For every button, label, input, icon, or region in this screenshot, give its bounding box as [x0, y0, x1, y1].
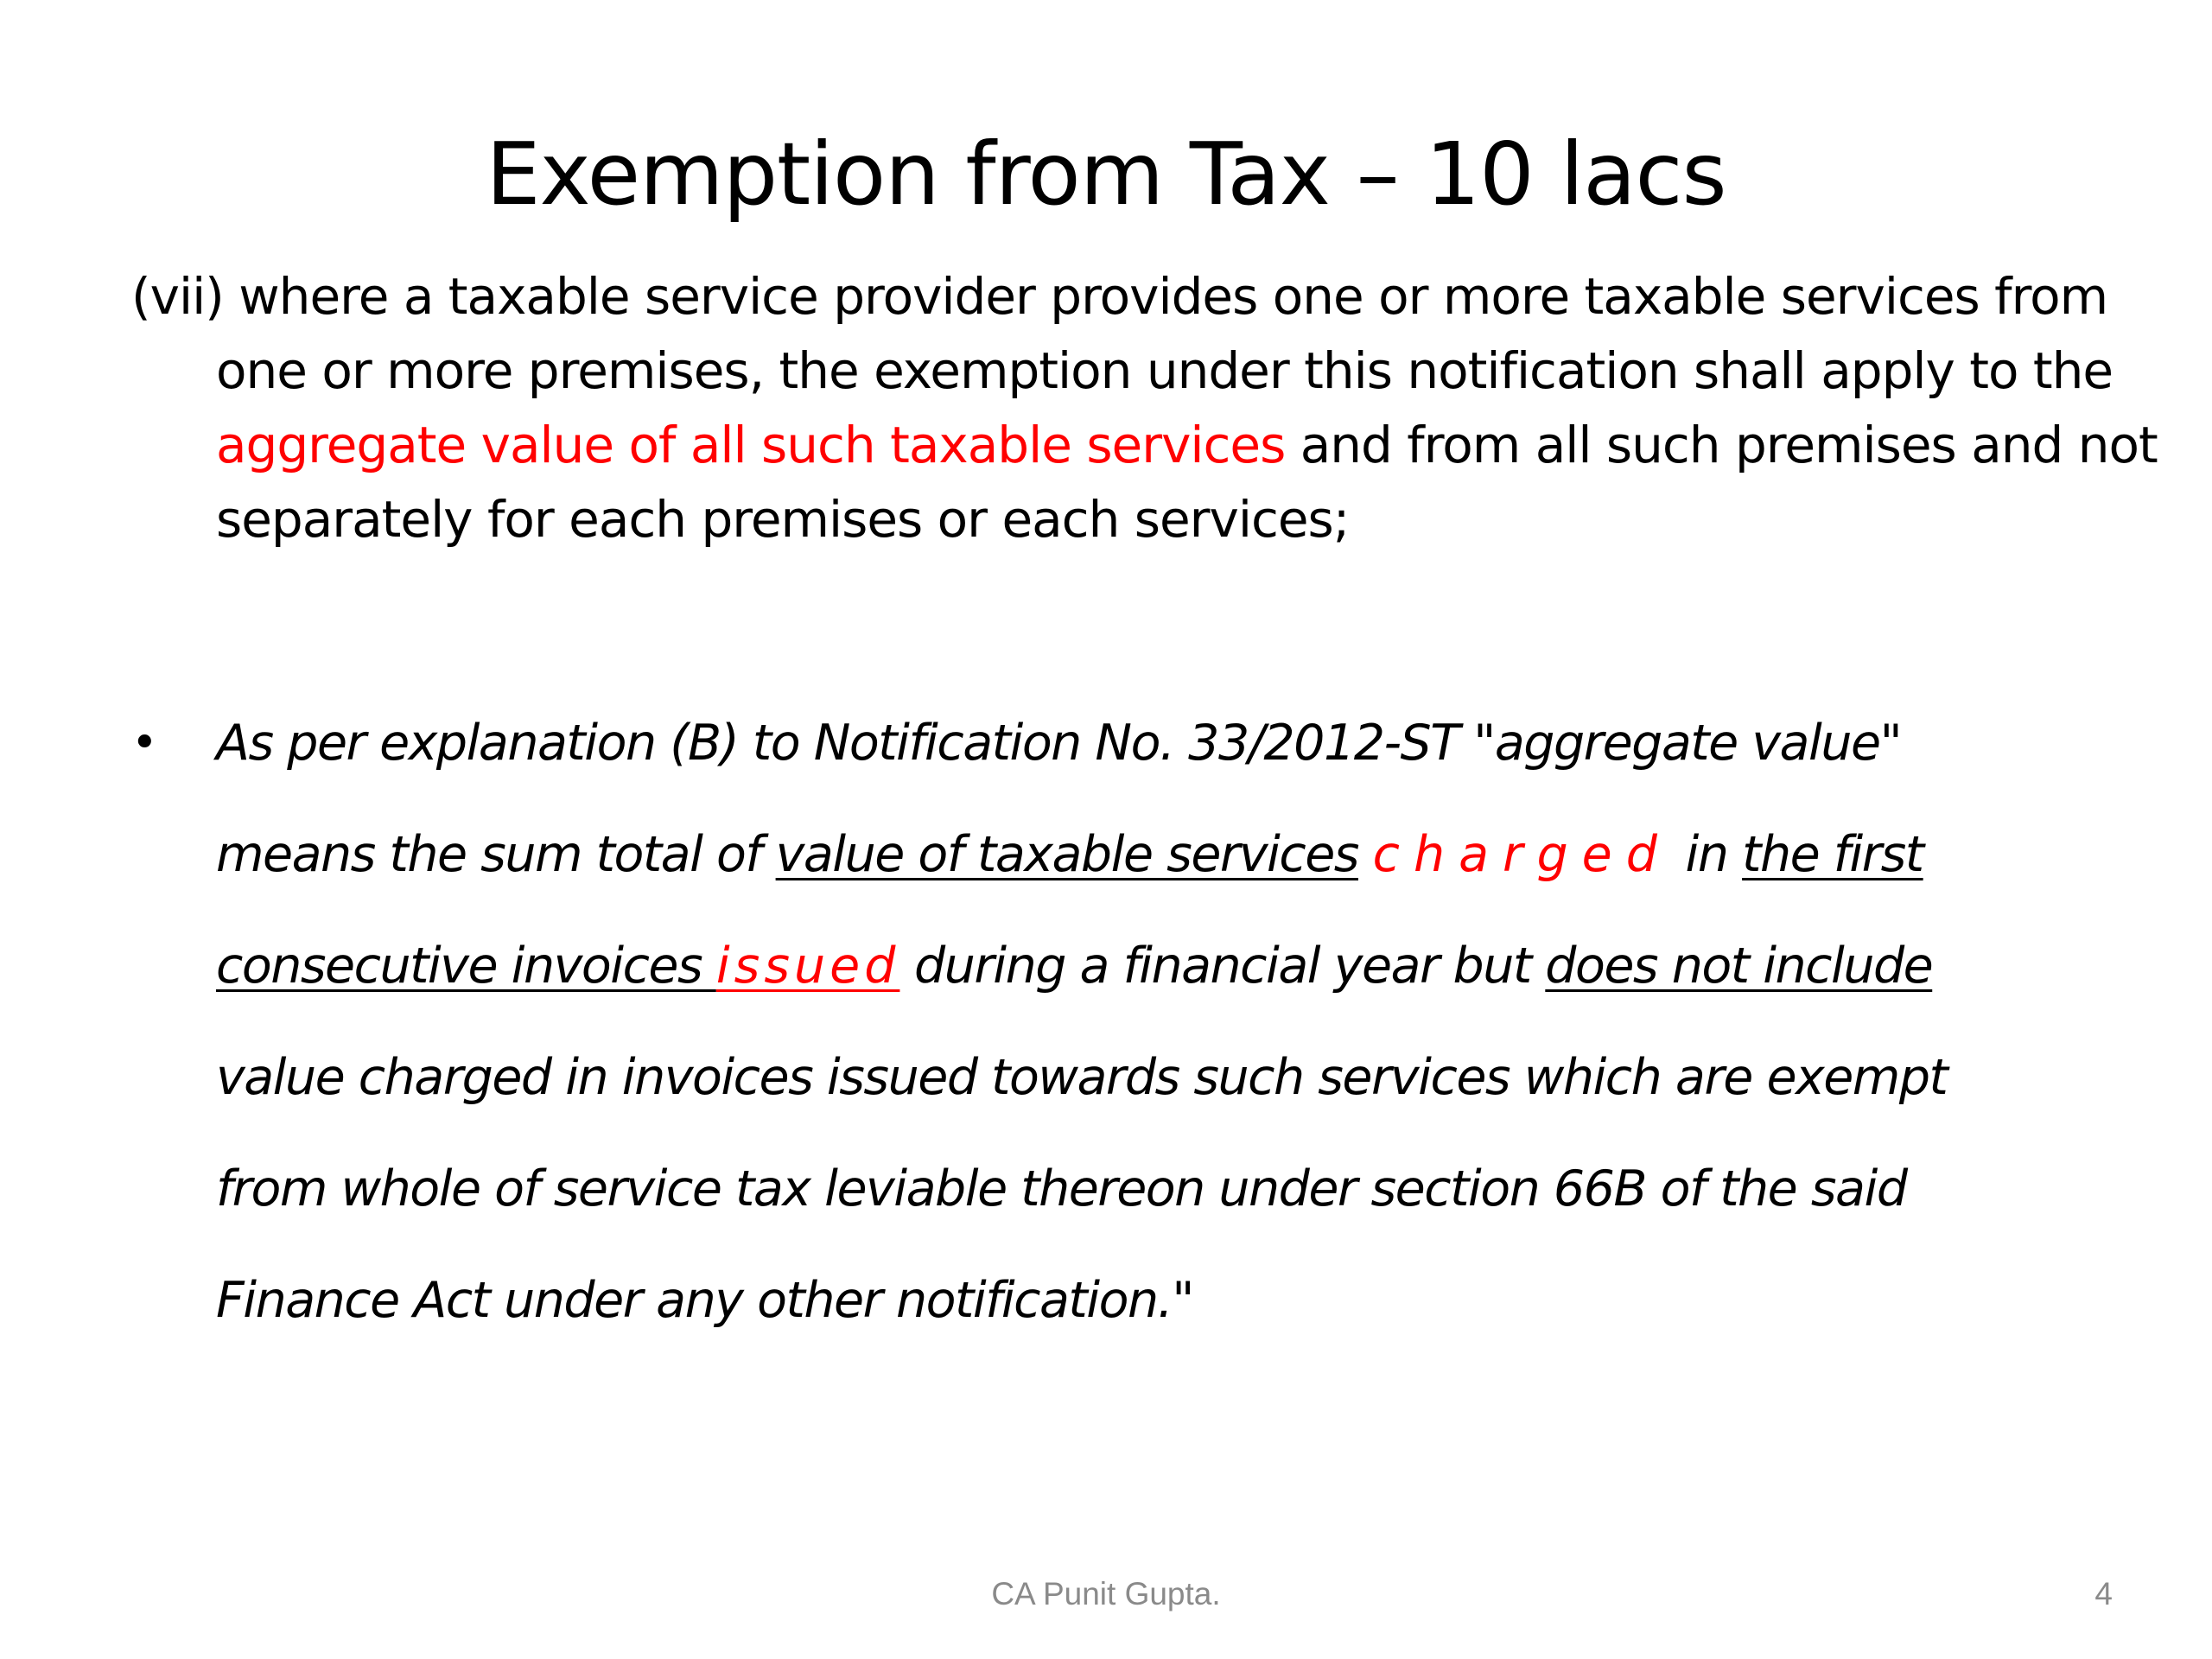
explanation-line-4: value charged in invoices issued towards such services which are exempt [216, 1049, 1948, 1106]
clause-vii-highlight: aggregate value of all such taxable services [216, 416, 1286, 474]
underlined-does-not-include: does not include [1545, 938, 1933, 995]
underlined-value-of-taxable-services: value of taxable services [775, 826, 1358, 883]
underlined-the-first: the first [1742, 826, 1923, 883]
explanation-line-2-in: in [1670, 826, 1743, 883]
footer-author: CA Punit Gupta. [991, 1576, 1221, 1611]
clause-vii-text-after: and from all such premises and not separately for each premises or each services; [216, 416, 2158, 549]
explanation-text [216, 688, 2117, 1357]
clause-vii-text-before: (vii) where a taxable service provider provides one or more taxable services from one or more premises, the exemption under this notification shall apply to the [131, 267, 2113, 400]
underlined-consecutive-invoices: consecutive invoices [216, 938, 716, 995]
bullet-marker: • [131, 717, 158, 769]
explanation-line-2-lead: means the sum total of [216, 826, 776, 883]
explanation-line-6: Finance Act under any other notification." [216, 1272, 1193, 1329]
explanation-line-2 [216, 799, 2117, 911]
highlight-issued: issued [715, 938, 900, 995]
explanation-line-5: from whole of service tax leviable thereon under section 66B of the said [216, 1160, 1907, 1217]
explanation-line-1: As per explanation (B) to Notification No. 33/2012-ST "aggregate value" [216, 715, 1902, 772]
explanation-line-3-mid: during a financial year but [899, 938, 1546, 995]
slide-title: Exemption from Tax – 10 lacs [486, 124, 1726, 225]
explanation-line-3 [216, 911, 2117, 1022]
highlight-charged: charged [1372, 826, 1671, 883]
slide-number: 4 [2094, 1576, 2113, 1611]
clause-vii-paragraph [131, 259, 2177, 556]
